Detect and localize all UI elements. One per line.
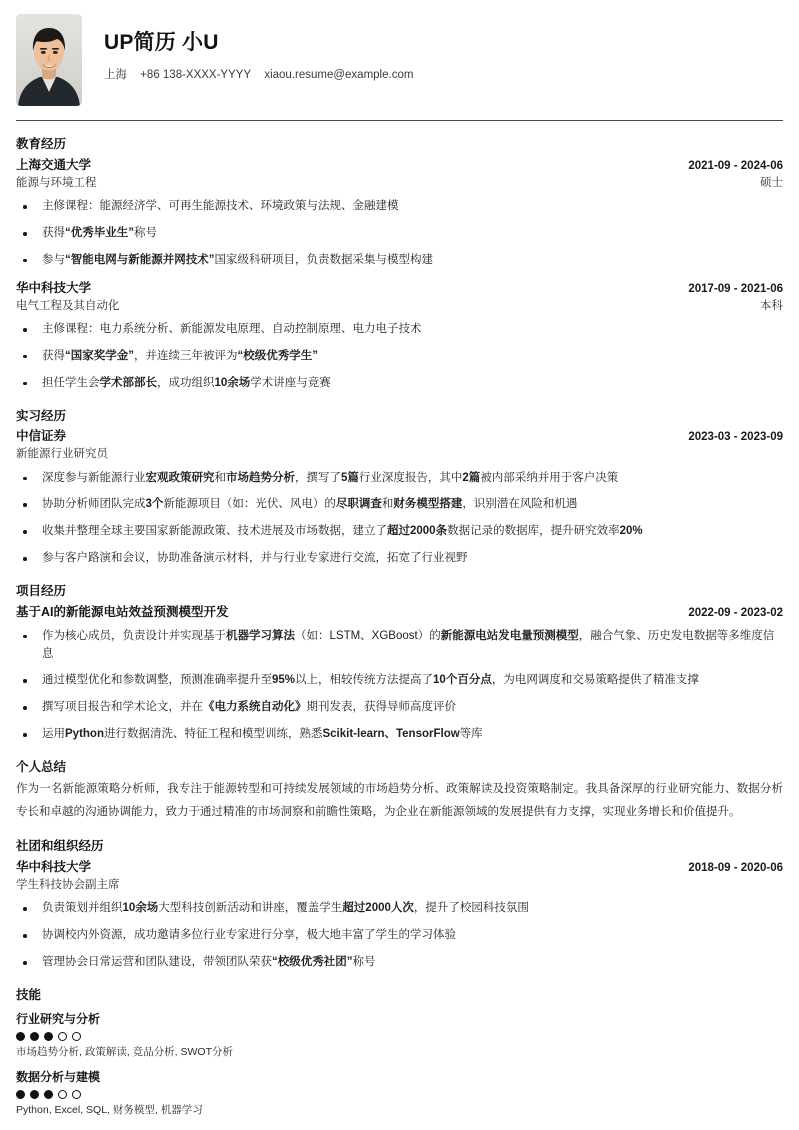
entry-subheader-row xyxy=(16,446,783,463)
entry-header-row xyxy=(16,279,783,298)
bullet-fragment: 市场趋势分析 xyxy=(226,471,295,484)
bullet-fragment: ，融合气象、历史发电数据等多维度信息 xyxy=(42,629,775,660)
contact-phone: +86 138-XXXX-YYYY xyxy=(140,69,252,82)
personal-summary-text: 作为一名新能源策略分析师，我专注于能源转型和可持续发展领域的市场趋势分析、政策解读及投资策略制定。我具备深厚的行业研究能力、数据分析专长和卓越的沟通协调能力，致力于通过精准的市场洞察和前瞻性策略，为企业在新能源领域的发展提供有力支撑，实现业务增长和价值提升。 xyxy=(16,783,783,818)
list-item xyxy=(16,321,783,339)
bullet-fragment: “优秀毕业生” xyxy=(65,226,134,239)
entry-date-range: 2023-03 - 2023-09 xyxy=(688,431,783,444)
bullet-fragment: 《电力系统自动化》 xyxy=(203,701,307,714)
section-title: 技能 xyxy=(16,987,42,1002)
bullet-fragment: 进行数据清洗、特征工程和模型训练，熟悉 xyxy=(103,728,323,740)
bullet-fragment: 称号 xyxy=(352,956,376,969)
list-item xyxy=(16,628,783,664)
skill-detail: 市场趋势分析, 政策解读, 竞品分析, SWOT分析 xyxy=(16,1046,233,1059)
bullet-fragment: 2篇 xyxy=(462,471,481,484)
entry-role: 新能源行业研究员 xyxy=(16,448,108,461)
entry-degree: 硕士 xyxy=(760,176,783,189)
list-item xyxy=(16,496,783,514)
bullet-fragment: 行业深度报告，其中 xyxy=(358,471,463,484)
experience-entry xyxy=(16,279,783,393)
contact-email: xiaou.resume@example.com xyxy=(264,69,414,82)
entry-organization: 上海交通大学 xyxy=(16,157,92,172)
bullet-fragment: ，为电网调度和交易策略提供了精准支撑 xyxy=(491,674,699,687)
bullet-fragment: 10余场 xyxy=(214,376,251,389)
experience-entry xyxy=(16,427,783,568)
bullet-fragment: 获得 xyxy=(42,349,65,362)
section-skills xyxy=(16,988,783,1119)
bullet-fragment: Python xyxy=(65,728,104,740)
entry-bullet-list xyxy=(16,628,783,744)
bullet-fragment: 期刊发表，获得导师高度评价 xyxy=(306,701,456,714)
list-item xyxy=(16,198,783,216)
bullet-fragment: 超过2000人次 xyxy=(342,902,414,915)
header-divider xyxy=(16,120,783,121)
entry-subheader-row xyxy=(16,877,783,894)
skill-block xyxy=(16,1068,783,1119)
entry-date-range: 2021-09 - 2024-06 xyxy=(688,159,783,172)
list-item xyxy=(16,927,783,945)
section-organizations xyxy=(16,839,783,972)
list-item xyxy=(16,699,783,717)
bullet-fragment: 20% xyxy=(619,525,643,538)
bullet-fragment: 撰写项目报告和学术论文，并在 xyxy=(42,701,203,714)
resume-sections xyxy=(16,137,783,1119)
experience-entry xyxy=(16,603,783,744)
skill-level-dot-filled xyxy=(30,1032,39,1041)
entry-date-range: 2018-09 - 2020-06 xyxy=(688,861,783,874)
skill-level-dot-filled xyxy=(16,1032,25,1041)
section-title: 实习经历 xyxy=(16,408,67,423)
list-item xyxy=(16,348,783,366)
list-item xyxy=(16,954,783,972)
bullet-fragment: 管理协会日常运营和团队建设，带领团队荣获 xyxy=(42,956,272,969)
bullet-fragment: 新能源电站发电量预测模型 xyxy=(440,629,579,642)
bullet-fragment: “智能电网与新能源并网技术” xyxy=(65,253,215,266)
bullet-fragment: 参与 xyxy=(42,253,65,266)
section-summary xyxy=(16,760,783,823)
section-title: 教育经历 xyxy=(16,137,67,151)
skill-level-dot-filled xyxy=(30,1090,39,1099)
list-item xyxy=(16,672,783,690)
bullet-fragment: 学术讲座与竞赛 xyxy=(250,376,331,389)
bullet-fragment: 10个百分点 xyxy=(433,674,492,687)
list-item xyxy=(16,225,783,243)
entry-role: 学生科技协会副主席 xyxy=(16,879,120,892)
bullet-fragment: 负责策划并组织 xyxy=(42,902,123,915)
bullet-fragment: 参与客户路演和会议，协助准备演示材料，并与行业专家进行交流，拓宽了行业视野 xyxy=(42,552,468,565)
bullet-fragment: 财务模型搭建 xyxy=(393,498,463,511)
entry-header-row xyxy=(16,156,783,175)
bullet-fragment: ，识别潜在风险和机遇 xyxy=(462,498,578,511)
page-title: UP简历 小U xyxy=(104,31,219,54)
bullet-fragment: Scikit-learn、TensorFlow xyxy=(322,728,460,740)
bullet-fragment: ，提升了校园科技氛围 xyxy=(413,902,529,915)
section-title: 项目经历 xyxy=(16,583,67,598)
section-title: 社团和组织经历 xyxy=(16,839,104,854)
bullet-fragment: 95% xyxy=(272,674,296,687)
bullet-fragment: 10余场 xyxy=(122,902,159,915)
skill-level-rating xyxy=(16,1032,783,1041)
bullet-fragment: 主修课程：电力系统分析、新能源发电原理、自动控制原理、电力电子技术 xyxy=(42,323,422,336)
bullet-fragment: 协调校内外资源，成功邀请多位行业专家进行分享，极大地丰富了学生的学习体验 xyxy=(42,929,456,942)
bullet-fragment: 新能源项目（如：光伏、风电）的 xyxy=(163,498,336,511)
entry-header-row xyxy=(16,427,783,446)
bullet-fragment: 数据记录的数据库，提升研究效率 xyxy=(447,525,620,538)
contact-location: 上海 xyxy=(104,69,127,82)
bullet-fragment: “校级优秀学生” xyxy=(237,349,318,362)
experience-entry xyxy=(16,858,783,972)
skill-name: 行业研究与分析 xyxy=(16,1012,101,1027)
entry-role: 电气工程及其自动化 xyxy=(16,299,120,312)
bullet-fragment: 超过2000条 xyxy=(387,525,448,538)
entry-date-range: 2022-09 - 2023-02 xyxy=(688,606,783,619)
list-item xyxy=(16,375,783,393)
list-item xyxy=(16,252,783,270)
entry-bullet-list xyxy=(16,470,783,568)
bullet-fragment: 运用 xyxy=(42,728,65,740)
bullet-fragment: 称号 xyxy=(134,226,157,239)
skill-level-dot-empty xyxy=(72,1032,81,1041)
bullet-fragment: 尽职调查 xyxy=(335,498,382,511)
skill-level-dot-empty xyxy=(58,1032,67,1041)
section-title: 个人总结 xyxy=(16,759,67,774)
entry-organization: 中信证券 xyxy=(16,429,67,444)
bullet-fragment: ，撰写了 xyxy=(295,471,341,484)
bullet-fragment: 以上，相较传统方法提高了 xyxy=(295,674,434,687)
bullet-fragment: 深度参与新能源行业 xyxy=(42,471,146,484)
list-item xyxy=(16,550,783,568)
skill-level-rating xyxy=(16,1090,783,1099)
skill-level-dot-filled xyxy=(44,1090,53,1099)
entry-date-range: 2017-09 - 2021-06 xyxy=(688,282,783,295)
skill-name: 数据分析与建模 xyxy=(16,1070,101,1085)
bullet-fragment: ，并连续三年被评为 xyxy=(134,349,238,362)
bullet-fragment: 通过模型优化和参数调整，预测准确率提升至 xyxy=(42,674,272,687)
bullet-fragment: 收集并整理全球主要国家新能源政策、技术进展及市场数据，建立了 xyxy=(42,525,387,538)
bullet-fragment: 担任学生会 xyxy=(42,376,100,389)
bullet-fragment: 5篇 xyxy=(341,471,359,484)
entry-organization: 华中科技大学 xyxy=(16,859,92,874)
bullet-fragment: 作为核心成员，负责设计并实现基于 xyxy=(42,629,226,642)
bullet-fragment: 大型科技创新活动和讲座，覆盖学生 xyxy=(158,902,343,915)
entry-bullet-list xyxy=(16,198,783,269)
contact-line xyxy=(104,68,413,83)
entry-organization: 基于AI的新能源电站效益预测模型开发 xyxy=(16,604,229,619)
identity-block xyxy=(104,14,413,83)
bullet-fragment: 机器学习算法 xyxy=(226,629,295,642)
entry-role: 能源与环境工程 xyxy=(16,176,97,189)
avatar xyxy=(16,14,82,106)
resume-header xyxy=(16,0,783,116)
entry-subheader-row xyxy=(16,298,783,315)
entry-bullet-list xyxy=(16,900,783,971)
section-education xyxy=(16,137,783,393)
bullet-fragment: （如：LSTM、XGBoost）的 xyxy=(295,629,441,642)
bullet-fragment: 宏观政策研究 xyxy=(145,471,215,484)
entry-bullet-list xyxy=(16,321,783,392)
entry-subheader-row xyxy=(16,175,783,192)
list-item xyxy=(16,726,783,744)
skill-level-dot-empty xyxy=(58,1090,67,1099)
list-item xyxy=(16,523,783,541)
skill-level-dot-filled xyxy=(16,1090,25,1099)
list-item xyxy=(16,470,783,488)
section-internship xyxy=(16,409,783,568)
skill-block xyxy=(16,1010,783,1061)
bullet-fragment: 等库 xyxy=(459,728,483,740)
bullet-fragment: “校级优秀社团” xyxy=(272,956,353,969)
bullet-fragment: 学术部部长 xyxy=(99,376,157,389)
section-projects xyxy=(16,584,783,744)
bullet-fragment: 主修课程：能源经济学、可再生能源技术、环境政策与法规、金融建模 xyxy=(42,200,399,213)
bullet-fragment: 被内部采纳并用于客户决策 xyxy=(480,471,619,484)
skill-level-dot-filled xyxy=(44,1032,53,1041)
list-item xyxy=(16,900,783,918)
entry-header-row xyxy=(16,858,783,877)
bullet-fragment: ，成功组织 xyxy=(157,376,215,389)
skill-detail: Python, Excel, SQL, 财务模型, 机器学习 xyxy=(16,1104,203,1117)
bullet-fragment: 和 xyxy=(381,498,394,511)
skill-level-dot-empty xyxy=(72,1090,81,1099)
entry-organization: 华中科技大学 xyxy=(16,280,92,295)
bullet-fragment: 3个 xyxy=(145,498,164,511)
bullet-fragment: 和 xyxy=(214,471,226,484)
bullet-fragment: 国家级科研项目，负责数据采集与模型构建 xyxy=(214,253,433,266)
experience-entry xyxy=(16,156,783,270)
bullet-fragment: “国家奖学金” xyxy=(65,349,134,362)
entry-degree: 本科 xyxy=(760,299,783,312)
bullet-fragment: 协助分析师团队完成 xyxy=(42,498,146,511)
entry-header-row xyxy=(16,603,783,622)
bullet-fragment: 获得 xyxy=(42,226,65,239)
